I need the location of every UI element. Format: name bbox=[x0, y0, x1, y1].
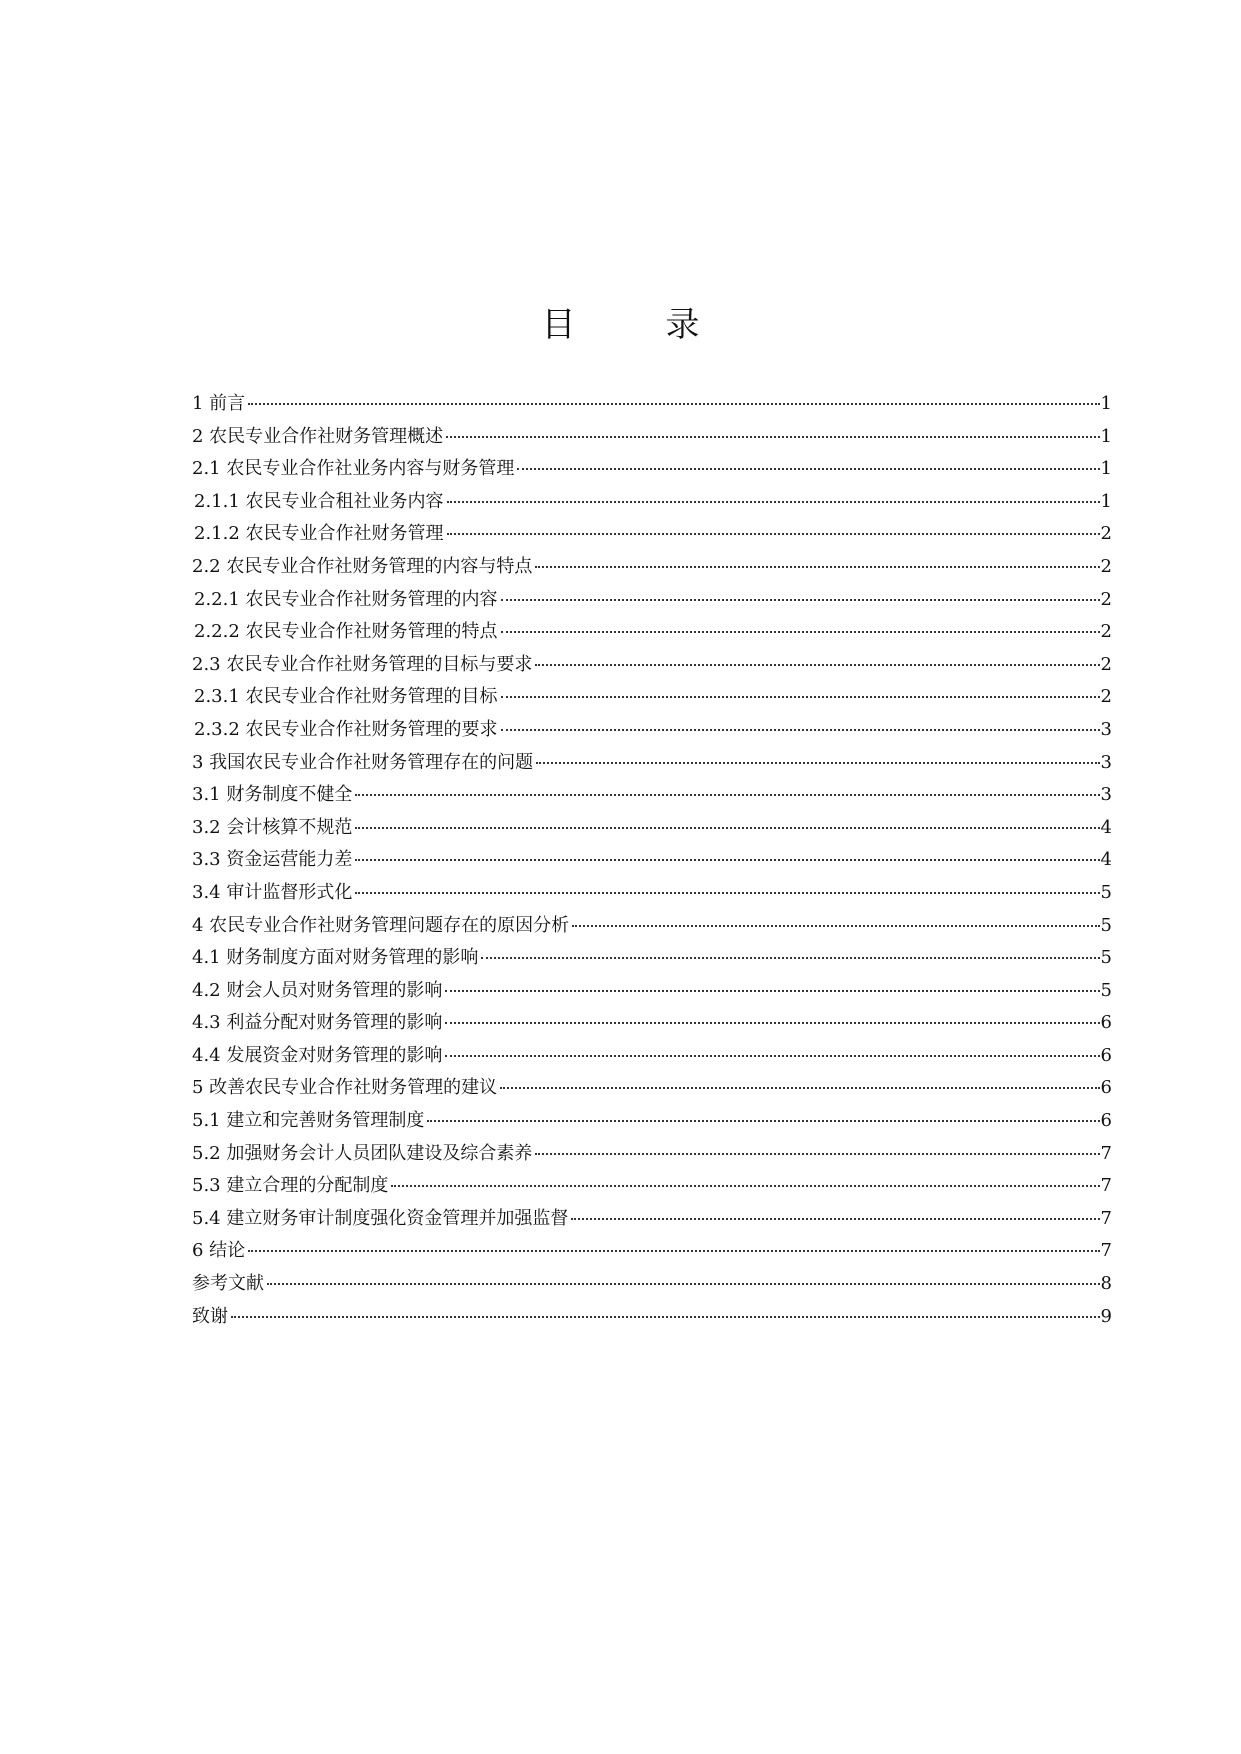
toc-entry-title: 2.2.1 农民专业合作社财务管理的内容 bbox=[194, 588, 498, 610]
toc-dot-leader bbox=[267, 1282, 1100, 1285]
toc-dot-leader bbox=[355, 891, 1099, 894]
toc-page-number: 5 bbox=[1100, 914, 1112, 936]
toc-entry[interactable] bbox=[192, 1105, 1112, 1138]
toc-page-number: 2 bbox=[1100, 555, 1112, 577]
toc-dot-leader bbox=[536, 761, 1099, 764]
toc-page-number: 4 bbox=[1100, 816, 1112, 838]
toc-entry[interactable] bbox=[192, 1007, 1112, 1040]
toc-entry[interactable] bbox=[192, 975, 1112, 1008]
toc-page-number: 2 bbox=[1100, 686, 1112, 708]
toc-entry[interactable] bbox=[192, 942, 1112, 975]
toc-entry-title: 参考文献 bbox=[192, 1273, 264, 1295]
toc-dot-leader bbox=[535, 565, 1099, 568]
toc-entry-title: 4.2 财会人员对财务管理的影响 bbox=[192, 979, 443, 1001]
toc-dot-leader bbox=[355, 793, 1099, 796]
toc-page-number: 2 bbox=[1100, 653, 1112, 675]
toc-entry-title: 3.3 资金运营能力差 bbox=[192, 849, 353, 871]
toc-page-number: 1 bbox=[1100, 393, 1112, 414]
toc-entry-title: 1 前言 bbox=[192, 393, 246, 414]
toc-entry-title: 5.3 建立合理的分配制度 bbox=[192, 1175, 389, 1197]
toc-entry[interactable] bbox=[192, 812, 1112, 845]
toc-dot-leader bbox=[391, 1184, 1099, 1187]
toc-dot-leader bbox=[248, 1249, 1099, 1252]
toc-page-number: 5 bbox=[1100, 979, 1112, 1001]
toc-dot-leader bbox=[446, 435, 1099, 438]
toc-entry[interactable] bbox=[192, 551, 1112, 584]
toc-entry[interactable] bbox=[192, 1138, 1112, 1171]
toc-entry[interactable] bbox=[192, 486, 1112, 519]
toc-entry-title: 4.3 利益分配对财务管理的影响 bbox=[192, 1012, 443, 1034]
toc-entry-title: 致谢 bbox=[192, 1305, 228, 1327]
toc-dot-leader bbox=[445, 989, 1099, 992]
toc-page-number: 2 bbox=[1100, 621, 1112, 643]
toc-entry-title: 2.1.1 农民专业合租社业务内容 bbox=[194, 490, 444, 512]
toc-dot-leader bbox=[572, 924, 1099, 927]
toc-dot-leader bbox=[447, 500, 1100, 503]
toc-entry-title: 2 农民专业合作社财务管理概述 bbox=[192, 425, 444, 447]
toc-dot-leader bbox=[517, 467, 1099, 470]
toc-entry-title: 5.1 建立和完善财务管理制度 bbox=[192, 1110, 425, 1132]
toc-entry[interactable] bbox=[192, 1072, 1112, 1105]
toc-entry-title: 2.2.2 农民专业合作社财务管理的特点 bbox=[194, 621, 498, 643]
toc-entry[interactable] bbox=[192, 453, 1112, 486]
toc-dot-leader bbox=[501, 695, 1100, 698]
toc-entry-title: 4 农民专业合作社财务管理问题存在的原因分析 bbox=[192, 914, 570, 936]
toc-entry[interactable] bbox=[192, 1203, 1112, 1236]
toc-entry[interactable] bbox=[192, 518, 1112, 551]
toc-dot-leader bbox=[501, 728, 1100, 731]
toc-dot-leader bbox=[231, 1315, 1100, 1318]
toc-entry-title: 6 结论 bbox=[192, 1240, 246, 1262]
toc-dot-leader bbox=[445, 1054, 1099, 1057]
toc-dot-leader bbox=[427, 1119, 1099, 1122]
toc-entry-title: 2.1 农民专业合作社业务内容与财务管理 bbox=[192, 458, 515, 480]
toc-page-number: 6 bbox=[1100, 1044, 1112, 1066]
toc-page-number: 6 bbox=[1100, 1110, 1112, 1132]
toc-page-number: 3 bbox=[1100, 784, 1112, 806]
toc-entry[interactable] bbox=[192, 421, 1112, 454]
toc-entry[interactable] bbox=[192, 844, 1112, 877]
toc-entry[interactable] bbox=[192, 714, 1112, 747]
toc-entry-title: 3 我国农民专业合作社财务管理存在的问题 bbox=[192, 751, 534, 773]
toc-entry[interactable] bbox=[192, 1301, 1112, 1334]
toc-page-number: 7 bbox=[1100, 1142, 1112, 1164]
toc-page-number: 7 bbox=[1100, 1207, 1112, 1229]
toc-page-number: 7 bbox=[1100, 1240, 1112, 1262]
toc-page-number: 4 bbox=[1100, 849, 1112, 871]
toc-entry-title: 3.2 会计核算不规范 bbox=[192, 816, 353, 838]
toc-dot-leader bbox=[445, 1021, 1099, 1024]
toc-entry-title: 3.1 财务制度不健全 bbox=[192, 784, 353, 806]
toc-entry-title: 4.1 财务制度方面对财务管理的影响 bbox=[192, 947, 479, 969]
toc-dot-leader bbox=[481, 956, 1099, 959]
toc-dot-leader bbox=[535, 1152, 1099, 1155]
toc-entry-title: 2.3 农民专业合作社财务管理的目标与要求 bbox=[192, 653, 533, 675]
toc-page-number: 1 bbox=[1100, 425, 1112, 447]
toc-entry-title: 5.4 建立财务审计制度强化资金管理并加强监督 bbox=[192, 1207, 569, 1229]
toc-entry-title: 3.4 审计监督形式化 bbox=[192, 881, 353, 903]
toc-dot-leader bbox=[447, 532, 1100, 535]
toc-page-number: 1 bbox=[1100, 458, 1112, 480]
toc-entry-title: 4.4 发展资金对财务管理的影响 bbox=[192, 1044, 443, 1066]
toc-page-number: 2 bbox=[1100, 523, 1112, 545]
toc-dot-leader bbox=[535, 663, 1099, 666]
toc-page-number: 9 bbox=[1100, 1305, 1112, 1327]
toc-entry[interactable] bbox=[192, 1268, 1112, 1301]
toc-entry[interactable] bbox=[192, 877, 1112, 910]
toc-entry-title: 2.1.2 农民专业合作社财务管理 bbox=[194, 523, 444, 545]
toc-entry[interactable] bbox=[192, 1235, 1112, 1268]
toc-page-number: 7 bbox=[1100, 1175, 1112, 1197]
toc-entry[interactable] bbox=[192, 649, 1112, 682]
toc-page-number: 2 bbox=[1100, 588, 1112, 610]
toc-page-number: 6 bbox=[1100, 1012, 1112, 1034]
toc-page-number: 8 bbox=[1100, 1273, 1112, 1295]
toc-dot-leader bbox=[355, 826, 1099, 829]
toc-page-number: 3 bbox=[1100, 718, 1112, 740]
toc-dot-leader bbox=[248, 402, 1099, 405]
toc-page-number: 5 bbox=[1100, 947, 1112, 969]
toc-entry[interactable] bbox=[192, 616, 1112, 649]
toc-entry[interactable] bbox=[192, 747, 1112, 780]
toc-page-number: 6 bbox=[1100, 1077, 1112, 1099]
toc-entry[interactable] bbox=[192, 779, 1112, 812]
toc-dot-leader bbox=[501, 630, 1100, 633]
toc-list bbox=[192, 388, 1112, 1333]
toc-entry[interactable] bbox=[192, 910, 1112, 943]
toc-entry-title: 5 改善农民专业合作社财务管理的建议 bbox=[192, 1077, 498, 1099]
toc-dot-leader bbox=[571, 1217, 1099, 1220]
toc-dot-leader bbox=[501, 598, 1100, 601]
toc-entry[interactable] bbox=[192, 1170, 1112, 1203]
toc-entry-title: 2.2 农民专业合作社财务管理的内容与特点 bbox=[192, 555, 533, 577]
toc-entry[interactable] bbox=[192, 681, 1112, 714]
toc-page-number: 3 bbox=[1100, 751, 1112, 773]
toc-entry-title: 5.2 加强财务会计人员团队建设及综合素养 bbox=[192, 1142, 533, 1164]
toc-entry-title: 2.3.1 农民专业合作社财务管理的目标 bbox=[194, 686, 498, 708]
toc-entry-title: 2.3.2 农民专业合作社财务管理的要求 bbox=[194, 718, 498, 740]
toc-title: 目 录 bbox=[541, 305, 728, 345]
toc-dot-leader bbox=[500, 1086, 1099, 1089]
toc-page-number: 5 bbox=[1100, 881, 1112, 903]
toc-entry[interactable] bbox=[192, 388, 1112, 421]
toc-entry[interactable] bbox=[192, 1040, 1112, 1073]
toc-entry[interactable] bbox=[192, 584, 1112, 617]
toc-dot-leader bbox=[355, 858, 1099, 861]
toc-page-number: 1 bbox=[1100, 490, 1112, 512]
